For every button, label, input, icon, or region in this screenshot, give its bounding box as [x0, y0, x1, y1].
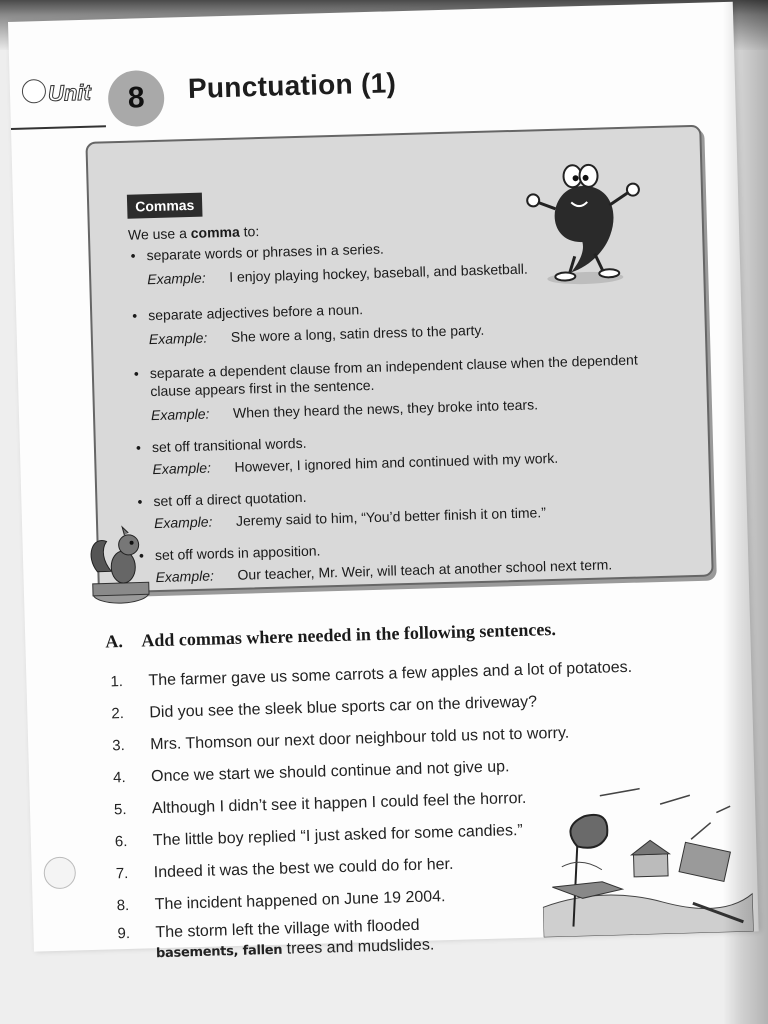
intro-bold-word: comma	[190, 223, 240, 241]
storm-illustration-icon	[540, 782, 754, 938]
workbook-page	[8, 2, 759, 962]
question-text: Although I didn’t see it happen I could feel the horror.	[151, 789, 527, 818]
question-number: 3.	[112, 737, 126, 755]
question-number: 8.	[116, 896, 130, 915]
example-label: Example:	[150, 405, 210, 424]
exercise-instruction: Add commas where needed in the following sentences.	[141, 618, 557, 651]
example-text: She wore a long, satin dress to the party.	[230, 321, 485, 345]
punch-hole	[43, 856, 76, 889]
rule-text: separate a dependent clause from an independent clause when the dependent	[149, 351, 638, 382]
question-item	[114, 790, 527, 820]
question-text: Once we start we should continue and not give up.	[150, 758, 510, 786]
exercise-heading	[105, 619, 556, 653]
example-label: Example:	[155, 567, 215, 586]
unit-number: 8	[107, 70, 165, 128]
question-text: Indeed it was the best we could do for her.	[153, 855, 454, 882]
rule-text: set off a direct quotation.	[153, 488, 307, 510]
question-number: 6.	[114, 832, 128, 851]
unit-label: Unit	[47, 79, 92, 106]
bullet-icon: •	[130, 247, 136, 264]
example-text: However, I ignored him and continued with my work.	[234, 449, 559, 475]
rule-item	[137, 477, 677, 510]
example-text: When they heard the news, they broke into tears.	[232, 396, 539, 421]
question-item	[116, 888, 445, 915]
rule-example	[149, 321, 485, 348]
question-item	[110, 659, 632, 692]
question-item	[112, 725, 569, 756]
intro-prefix: We use a	[127, 224, 191, 243]
commas-tag: Commas	[127, 193, 203, 219]
question-number: 1.	[110, 673, 124, 691]
rule-text-continued: clause appears first in the sentence.	[150, 376, 375, 400]
question-text: Did you see the sleek blue sports car on the driveway?	[149, 693, 538, 722]
question-text: The incident happened on June 19 2004.	[154, 888, 446, 914]
example-label: Example:	[152, 459, 212, 478]
rule-text: separate adjectives before a noun.	[148, 301, 364, 324]
question-item	[113, 758, 510, 787]
question-number: 9.	[117, 924, 131, 943]
question-text: The farmer gave us some carrots a few apples and a lot of potatoes.	[148, 658, 633, 690]
bullet-icon: •	[137, 493, 143, 510]
rule-text: separate words or phrases in a series.	[146, 240, 385, 264]
question-text: The little boy replied “I just asked for some candies.”	[152, 821, 523, 850]
question-item	[115, 822, 523, 851]
handwritten-answer: basements,	[155, 943, 239, 962]
rule-item	[132, 292, 672, 325]
comma-mascot-icon	[520, 154, 654, 293]
example-label: Example:	[147, 269, 206, 288]
bullet-icon: •	[133, 365, 139, 382]
rule-example	[151, 395, 538, 424]
question-item	[116, 856, 454, 883]
handwritten-answer: fallen	[242, 942, 283, 959]
intro-suffix: to:	[239, 223, 260, 240]
question-item	[111, 693, 537, 723]
example-text: I enjoy playing hockey, baseball, and basketball.	[228, 260, 528, 285]
question-number: 7.	[115, 864, 129, 883]
example-label: Example:	[153, 513, 213, 532]
rule-text: set off words in apposition.	[154, 542, 321, 564]
exercise-letter: A.	[105, 631, 124, 652]
rule-item	[136, 424, 676, 457]
question-text: The storm left the village with flooded	[155, 916, 420, 942]
question-text: Mrs. Thomson our next door neighbour told us not to worry.	[150, 724, 570, 754]
example-text: Our teacher, Mr. Weir, will teach at another school next term.	[237, 556, 613, 583]
squirrel-icon	[84, 524, 156, 606]
example-label: Example:	[148, 329, 208, 348]
question-number: 2.	[111, 705, 125, 723]
question-text-continued: trees and mudslides.	[286, 936, 435, 958]
bullet-icon: •	[132, 307, 138, 324]
example-text: Jeremy said to him, “You’d better finish it on time.”	[235, 504, 547, 529]
rule-example	[147, 260, 528, 289]
question-number: 5.	[113, 801, 127, 819]
question-number: 4.	[112, 769, 126, 787]
commas-intro	[128, 223, 260, 243]
page-title: Punctuation (1)	[187, 67, 397, 104]
rule-item	[134, 350, 675, 401]
bullet-icon: •	[138, 547, 145, 564]
bullet-icon: •	[135, 439, 142, 456]
rule-text: set off transitional words.	[151, 434, 307, 456]
